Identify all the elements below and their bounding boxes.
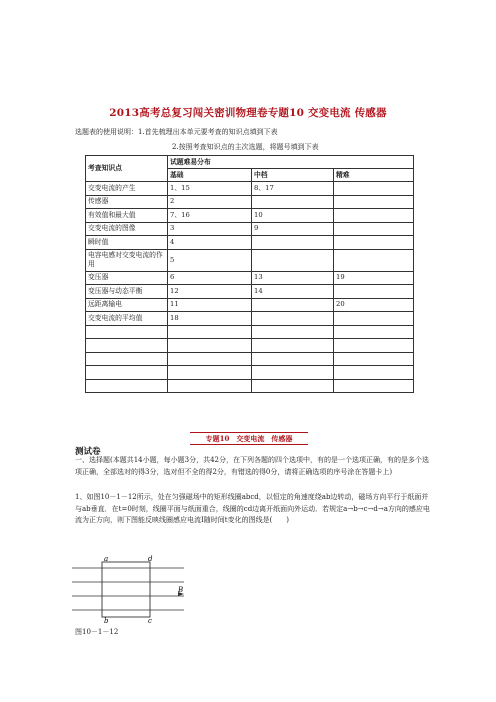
empty-cell bbox=[252, 325, 334, 339]
cell-mid: 8、17 bbox=[252, 182, 334, 196]
cell-basic: 1、15 bbox=[168, 182, 252, 196]
cell-mid bbox=[252, 236, 334, 250]
cell-hard bbox=[334, 236, 414, 250]
cell-topic: 交变电流的产生 bbox=[86, 182, 168, 196]
cell-basic: 6 bbox=[168, 271, 252, 285]
level-mid: 中档 bbox=[252, 169, 334, 182]
empty-cell bbox=[86, 379, 168, 393]
table-row bbox=[86, 209, 414, 223]
cell-basic: 2 bbox=[168, 195, 252, 209]
empty-cell bbox=[252, 352, 334, 366]
table-row bbox=[86, 271, 414, 285]
empty-row bbox=[86, 352, 414, 366]
usage-note-2: 2.按照考查知识点的主次选题，将题号填到下表 bbox=[172, 143, 319, 151]
cell-basic: 5 bbox=[168, 249, 252, 271]
table-row bbox=[86, 285, 414, 299]
header-knowledge: 考查知识点 bbox=[86, 156, 168, 182]
cell-basic: 3 bbox=[168, 222, 252, 236]
cell-hard bbox=[334, 312, 414, 326]
empty-row bbox=[86, 366, 414, 380]
table-row bbox=[86, 298, 414, 312]
empty-cell bbox=[252, 339, 334, 353]
cell-topic: 交变电流的图像 bbox=[86, 222, 168, 236]
cell-hard: 19 bbox=[334, 271, 414, 285]
empty-cell bbox=[334, 379, 414, 393]
level-hard: 精难 bbox=[334, 169, 414, 182]
test-label: 测试卷 bbox=[75, 447, 101, 457]
cell-topic: 传感器 bbox=[86, 195, 168, 209]
label-a: a bbox=[104, 555, 109, 563]
figure-caption: 图10－1－12 bbox=[75, 628, 119, 636]
empty-cell bbox=[168, 352, 252, 366]
cell-topic: 瞬时值 bbox=[86, 236, 168, 250]
usage-note-1: 选题表的使用说明：1.首先梳理出本单元要考查的知识点填到下表 bbox=[75, 128, 278, 136]
cell-basic: 4 bbox=[168, 236, 252, 250]
empty-row bbox=[86, 325, 414, 339]
table-row bbox=[86, 236, 414, 250]
coil-figure bbox=[72, 552, 192, 626]
empty-cell bbox=[168, 366, 252, 380]
cell-hard bbox=[334, 249, 414, 271]
cell-topic: 电容电感对交变电流的作用 bbox=[86, 249, 168, 271]
empty-cell bbox=[86, 366, 168, 380]
empty-cell bbox=[86, 352, 168, 366]
empty-cell bbox=[334, 366, 414, 380]
level-basic: 基础 bbox=[168, 169, 252, 182]
empty-cell bbox=[168, 339, 252, 353]
cell-mid bbox=[252, 298, 334, 312]
label-c: c bbox=[148, 617, 152, 625]
cell-hard bbox=[334, 209, 414, 223]
empty-cell bbox=[252, 366, 334, 380]
empty-cell bbox=[86, 339, 168, 353]
cell-topic: 交变电流的平均值 bbox=[86, 312, 168, 326]
cell-mid bbox=[252, 195, 334, 209]
instructions: 一、选择题(本题共14小题，每小题3分，共42分，在下列各题的四个选项中，有的是一个选项正确，有的是多个选项正确，全部选对的得3分，选对但不全的得2分，有错选的得0分，请将正确选项的序号涂在答题卡上) bbox=[75, 456, 429, 476]
label-d: d bbox=[148, 555, 153, 563]
cell-mid bbox=[252, 312, 334, 326]
empty-row bbox=[86, 339, 414, 353]
cell-mid: 14 bbox=[252, 285, 334, 299]
cell-topic: 有效值和最大值 bbox=[86, 209, 168, 223]
coil-rect bbox=[102, 562, 150, 617]
cell-basic: 11 bbox=[168, 298, 252, 312]
empty-cell bbox=[168, 379, 252, 393]
cell-mid: 13 bbox=[252, 271, 334, 285]
empty-cell bbox=[334, 325, 414, 339]
table-row bbox=[86, 222, 414, 236]
cell-hard: 20 bbox=[334, 298, 414, 312]
cell-basic: 7、16 bbox=[168, 209, 252, 223]
knowledge-point-table bbox=[85, 155, 414, 393]
cell-hard bbox=[334, 285, 414, 299]
cell-mid: 10 bbox=[252, 209, 334, 223]
empty-row bbox=[86, 379, 414, 393]
cell-basic: 12 bbox=[168, 285, 252, 299]
cell-topic: 远距离输电 bbox=[86, 298, 168, 312]
label-B: B bbox=[178, 586, 184, 594]
cell-hard bbox=[334, 182, 414, 196]
empty-cell bbox=[252, 379, 334, 393]
cell-hard bbox=[334, 222, 414, 236]
question-1: 1、如图10－1－12所示，处在匀强磁场中的矩形线圈abcd，以恒定的角速度绕ab边转动，磁场方向平行于纸面并与ab垂直．在t=0时刻，线圈平面与纸面重合，线圈的cd边离开纸面向外运动．若规定a→b→c→d→a方向的感应电流为正方向，则下图能反映线圈感应电流I随时间t变化的图线是( ) bbox=[75, 493, 430, 525]
section-title: 专题10 交变电流 传感器 bbox=[190, 432, 308, 445]
empty-cell bbox=[168, 325, 252, 339]
table-row bbox=[86, 182, 414, 196]
cell-mid bbox=[252, 249, 334, 271]
page-title: 2013高考总复习闯关密训物理卷专题10 交变电流 传感器 bbox=[109, 107, 387, 119]
cell-topic: 变压器与动态平衡 bbox=[86, 285, 168, 299]
cell-mid: 9 bbox=[252, 222, 334, 236]
table-row bbox=[86, 312, 414, 326]
cell-hard bbox=[334, 195, 414, 209]
empty-cell bbox=[86, 325, 168, 339]
empty-cell bbox=[334, 352, 414, 366]
table-row bbox=[86, 195, 414, 209]
cell-topic: 变压器 bbox=[86, 271, 168, 285]
table-row bbox=[86, 249, 414, 271]
cell-basic: 18 bbox=[168, 312, 252, 326]
label-b: b bbox=[104, 617, 109, 625]
empty-cell bbox=[334, 339, 414, 353]
header-distribution: 试题难易分布 bbox=[168, 156, 414, 169]
